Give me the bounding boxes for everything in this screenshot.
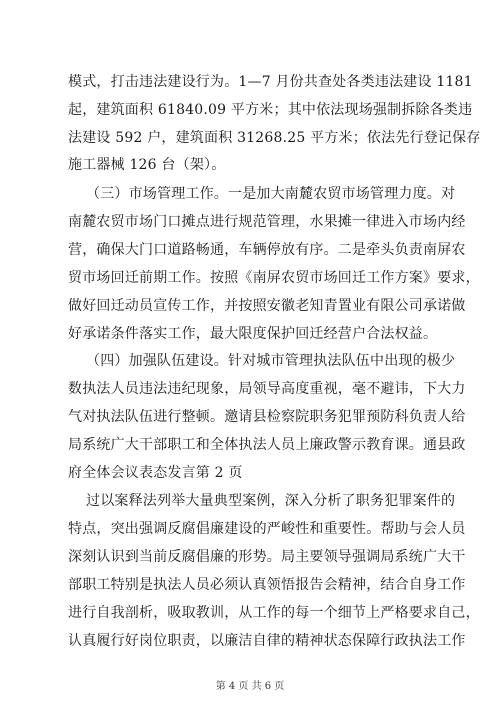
section-heading-line: （三）市场管理工作。一是加大南麓农贸市场管理力度。对 <box>86 186 456 202</box>
paragraph-line: 部职工特别是执法人员必须认真领悟报告会精神，结合自身工作 <box>68 577 466 593</box>
paragraph-line: 做好回迁动员宣传工作，并按照安徽老知青置业有限公司承诺做 <box>68 298 466 314</box>
paragraph-line: 营，确保大门口道路畅通，车辆停放有序。二是牵头负责南屏农 <box>68 242 466 258</box>
paragraph-line: 府全体会议表态发言第 2 页 <box>68 465 243 481</box>
paragraph-line: 认真履行好岗位职责，以廉洁自律的精神状态保障行政执法工作 <box>68 633 466 649</box>
paragraph-line: 特点，突出强调反腐倡廉建设的严峻性和重要性。帮助与会人员 <box>68 521 466 537</box>
page-footer: 第 4 页 共 6 页 <box>215 681 285 692</box>
paragraph-line: 深刻认识到当前反腐倡廉的形势。局主要领导强调局系统广大干 <box>68 549 466 565</box>
section-heading-line: （四）加强队伍建设。针对城市管理执法队伍中出现的极少 <box>86 353 456 369</box>
paragraph-line: 气对执法队伍进行整顿。邀请县检察院职务犯罪预防科负责人给 <box>68 409 466 425</box>
paragraph-line: 起，建筑面积 61840.09 平方米；其中依法现场强制拆除各类违 <box>68 102 473 118</box>
paragraph-line: 贸市场回迁前期工作。按照《南屏农贸市场回迁工作方案》要求， <box>68 270 480 286</box>
paragraph-line: 数执法人员违法违纪现象，局领导高度重视，毫不避讳，下大力 <box>68 381 466 397</box>
paragraph-line: 局系统广大干部职工和全体执法人员上廉政警示教育课。通县政 <box>68 437 466 453</box>
paragraph-line: 模式，打击违法建设行为。1—7 月份共查处各类违法建设 1181 <box>68 74 473 90</box>
paragraph-line: 法建设 592 户，建筑面积 31268.25 平方米；依法先行登记保存 <box>68 130 481 146</box>
paragraph-line: 过以案释法列举大量典型案例，深入分析了职务犯罪案件的 <box>86 493 456 509</box>
paragraph-line: 好承诺条件落实工作，最大限度保护回迁经营户合法权益。 <box>68 326 438 342</box>
paragraph-line: 进行自我剖析，吸取教训，从工作的每一个细节上严格要求自己， <box>68 605 480 621</box>
paragraph-line: 南麓农贸市场门口摊点进行规范管理，水果摊一律进入市场内经 <box>68 214 466 230</box>
paragraph-line: 施工器械 126 台（架）。 <box>68 157 226 173</box>
